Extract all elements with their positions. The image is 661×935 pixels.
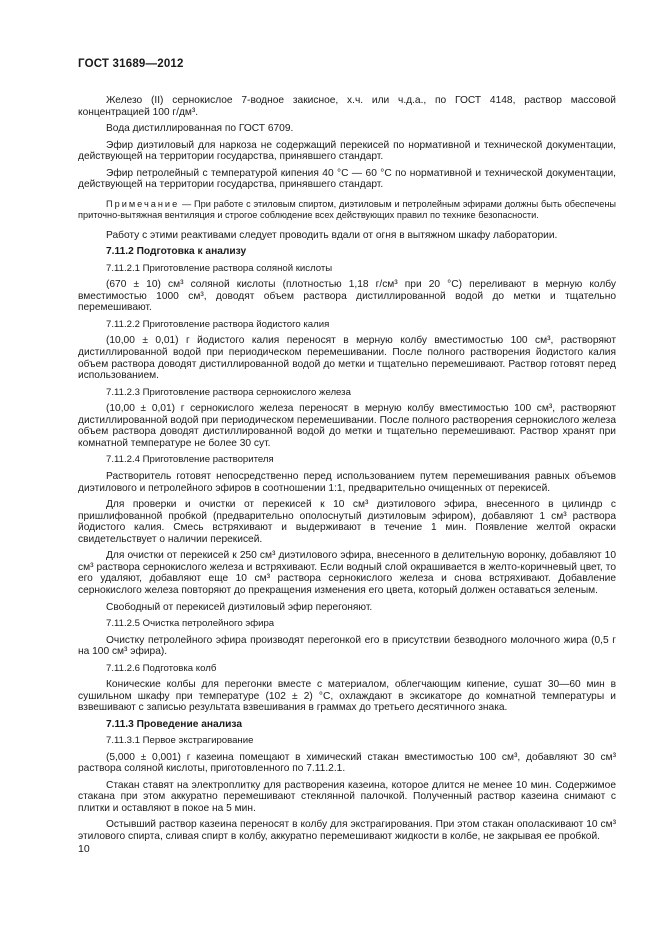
subsection-heading: 7.11.3.1 Первое экстрагирование xyxy=(106,735,254,747)
body-paragraph: Железо (II) сернокислое 7-водное закисное, х.ч. или ч.д.а., по ГОСТ 4148, раствор массовой концентрацией 100 г/дм³. xyxy=(78,95,616,118)
section-heading: 7.11.2 Подготовка к анализу xyxy=(106,246,247,258)
body-paragraph: (670 ± 10) см³ соляной кислоты (плотностью 1,18 г/см³ при 20 °С) переливают в мерную колбу вместимостью 1000 см³, доводят объем раствора дистиллированной водой до метки и тщательно перемешивают. xyxy=(78,279,616,314)
subsection-heading: 7.11.2.5 Очистка петролейного эфира xyxy=(106,618,275,630)
subsection-heading: 7.11.2.6 Подготовка колб xyxy=(106,662,217,674)
subsection-heading: 7.11.2.4 Приготовление растворителя xyxy=(106,454,274,466)
page-number: 10 xyxy=(78,843,90,855)
subsection-heading: 7.11.2.1 Приготовление раствора соляной кислоты xyxy=(106,262,333,274)
subsection-heading: 7.11.2.2 Приготовление раствора йодистого калия xyxy=(106,318,330,330)
body-paragraph: (10,00 ± 0,01) г йодистого калия переносят в мерную колбу вместимостью 100 см³, растворяют дистиллированной водой при периодическом перемешивании. После полного растворения йодистого калия объем раствора доводят дистиллированной водой до метки и тщательно перемешивают. Раствор готовят перед использованием. xyxy=(78,335,616,382)
standard-header: ГОСТ 31689—2012 xyxy=(78,58,184,70)
body-paragraph: Остывший раствор казеина переносят в колбу для экстрагирования. При этом стакан ополаскивают 10 см³ этилового спирта, сливая спирт в колбу, аккуратно перемешивают жидкости в колбе, не закрывая ее пробкой. xyxy=(78,819,616,843)
note-text: — При работе с этиловым спиртом, диэтиловым и петролейным эфирами должны быть обеспечены приточно-вытяжная вентиляция и строгое соблюдение всех действующих правил по технике безопасности. xyxy=(78,198,616,220)
body-paragraph: Для проверки и очистки от перекисей к 10 см³ диэтилового эфира, внесенного в цилиндр с пришлифованной пробкой (предварительно ополоснутый диэтиловым эфиром), добавляют 1 см³ раствора йодистого калия. Смесь встряхивают и выдерживают в течение 1 мин. Появление желтой окраски свидетельствует о наличии перекисей. xyxy=(78,499,616,545)
body-paragraph: Очистку петролейного эфира производят перегонкой его в присутствии безводного молочного жира (0,5 г на 100 см³ эфира). xyxy=(78,634,616,658)
section-heading: 7.11.3 Проведение анализа xyxy=(106,718,243,730)
body-paragraph: Свободный от перекисей диэтиловый эфир перегоняют. xyxy=(106,601,373,613)
document-body xyxy=(78,95,616,848)
body-paragraph: Работу с этими реактивами следует проводить вдали от огня в вытяжном шкафу лаборатории. xyxy=(106,229,558,241)
body-paragraph: Эфир диэтиловый для наркоза не содержащий перекисей по нормативной и технической документации, действующей на территории государства, принявшего стандарт. xyxy=(78,139,616,163)
body-paragraph: Стакан ставят на электроплитку для растворения казеина, которое длится не менее 10 мин. Содержимое стакана при этом аккуратно перемешивают стеклянной палочкой. Полученный раствор казеина снимают с плитки и оставляют в покое на 5 мин. xyxy=(78,779,616,814)
note-paragraph xyxy=(78,199,616,221)
note-label: Примечание xyxy=(106,198,180,209)
body-paragraph: Вода дистиллированная по ГОСТ 6709. xyxy=(106,123,294,135)
body-paragraph: Для очистки от перекисей к 250 см³ диэтилового эфира, внесенного в делительную воронку, добавляют 10 см³ раствора сернокислого железа и встряхивают. Если водный слой окрашивается в желто-коричневый цвет, то его удаляют, добавляют еще 10 см³ раствора сернокислого железа и снова встряхивают. Добавление сернокислого железа повторяют до прекращения изменения его цвета, который должен оставаться зеленым. xyxy=(78,550,616,597)
body-paragraph: Конические колбы для перегонки вместе с материалом, облегчающим кипение, сушат 30—60 мин в сушильном шкафу при температуре (102 ± 2) °С, охлаждают в эксикаторе до комнатной температуры и взвешивают с записью результата взвешивания в граммах до третьего десятичного знака. xyxy=(78,679,616,714)
body-paragraph: Эфир петролейный с температурой кипения 40 °С — 60 °С по нормативной и технической документации, действующей на территории государства, принявшего стандарт. xyxy=(78,167,616,191)
body-paragraph: (10,00 ± 0,01) г сернокислого железа переносят в мерную колбу вместимостью 100 см³, растворяют дистиллированной водой при периодическом перемешивании. После полного растворения сернокислого железа объем раствора доводят дистиллированной водой до метки и тщательно перемешивают. Раствор хранят при комнатной температуре не более 30 сут. xyxy=(78,403,616,449)
body-paragraph: Растворитель готовят непосредственно перед использованием путем перемешивания равных объемов диэтилового и петролейного эфиров в соотношении 1:1, предварительно очищенных от перекисей. xyxy=(78,470,616,494)
subsection-heading: 7.11.2.3 Приготовление раствора сернокислого железа xyxy=(106,386,351,398)
body-paragraph: (5,000 ± 0,001) г казеина помещают в химический стакан вместимостью 100 см³, добавляют 30 см³ раствора соляной кислоты, приготовленного по 7.11.2.1. xyxy=(78,751,616,775)
